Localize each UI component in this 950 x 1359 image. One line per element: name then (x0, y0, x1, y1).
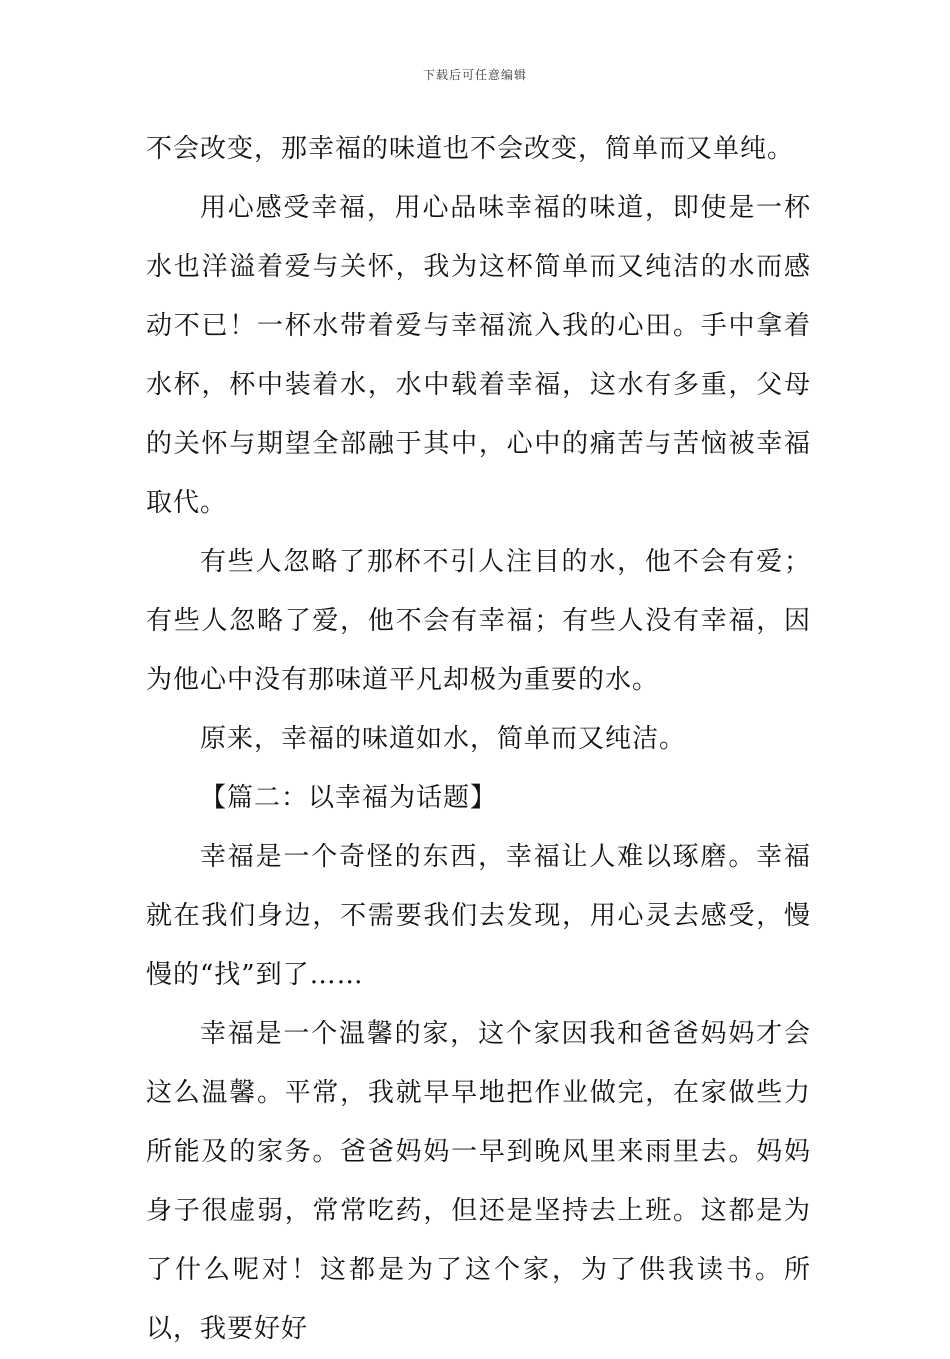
section-heading: 【篇二：以幸福为话题】 (200, 783, 498, 813)
paragraph-4: 原来，幸福的味道如水，简单而又纯洁。 (200, 724, 687, 754)
document-body (146, 120, 811, 1359)
paragraph-3: 有些人忽略了那杯不引人注目的水，他不会有爱；有些人忽略了爱，他不会有幸福；有些人没有幸福，因为他心中没有那味道平凡却极为重要的水。 (146, 547, 811, 695)
paragraph-5: 幸福是一个奇怪的东西，幸福让人难以琢磨。幸福就在我们身边，不需要我们去发现，用心灵去感受，慢慢的“找”到了…… (146, 842, 811, 990)
paragraph-2: 用心感受幸福，用心品味幸福的味道，即使是一杯水也洋溢着爱与关怀，我为这杯简单而又纯洁的水而感动不已！一杯水带着爱与幸福流入我的心田。手中拿着水杯，杯中装着水，水中载着幸福，这水有多重，父母的关怀与期望全部融于其中，心中的痛苦与苦恼被幸福取代。 (146, 193, 811, 518)
paragraph-1: 不会改变，那幸福的味道也不会改变，简单而又单纯。 (146, 134, 795, 164)
page-header: 下载后可任意编辑 (422, 68, 527, 82)
paragraph-6: 幸福是一个温馨的家，这个家因我和爸爸妈妈才会这么温馨。平常，我就早早地把作业做完，在家做些力所能及的家务。爸爸妈妈一早到晚风里来雨里去。妈妈身子很虚弱，常常吃药，但还是坚持去上班。这都是为了什么呢对！这都是为了这个家，为了供我读书。所以，我要好好 (146, 1019, 811, 1344)
